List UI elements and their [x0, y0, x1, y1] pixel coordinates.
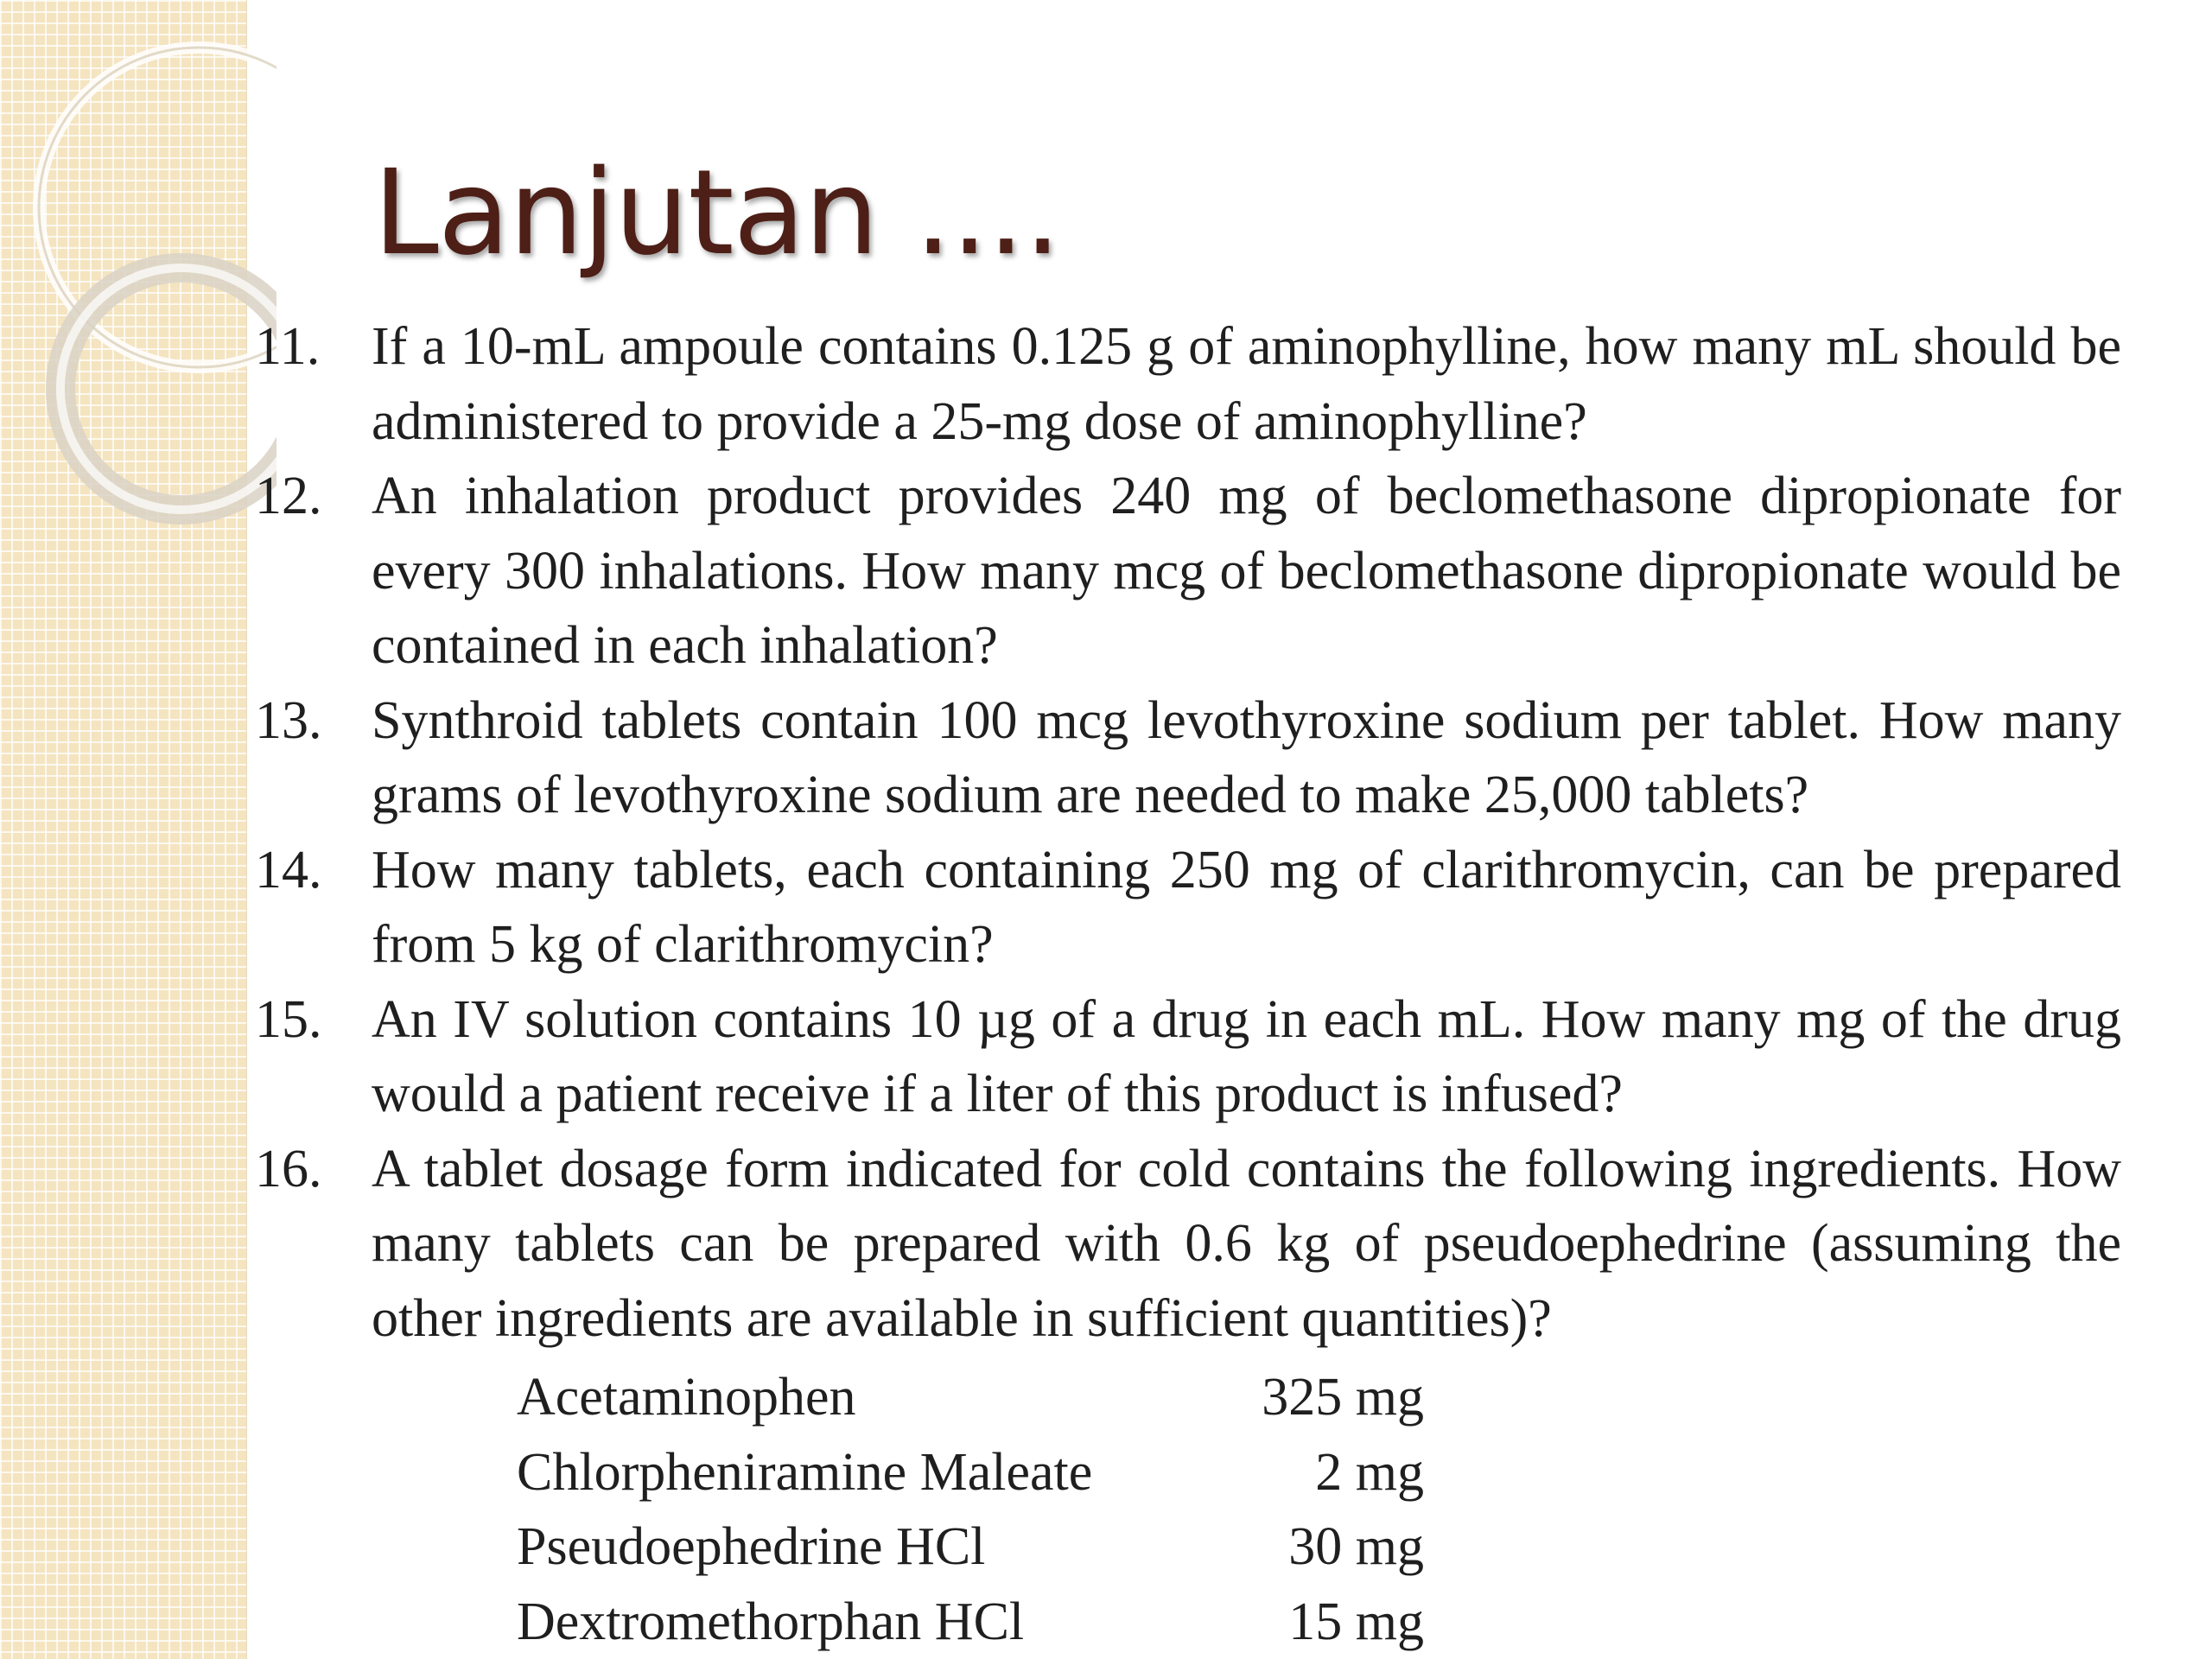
ingredient-amount: 325 mg: [1262, 1368, 1424, 1427]
ingredient-name: Dextromethorphan HCl: [517, 1592, 1025, 1651]
question-list: [255, 309, 2121, 1356]
slide-title: Lanjutan ....: [373, 145, 1061, 282]
question-text: How many tablets, each containing 250 mg of clarithromycin, can be prepared from 5 kg of clarithromycin?: [372, 840, 2121, 974]
ingredient-row: [517, 1510, 1467, 1585]
question-item: [255, 309, 2121, 459]
question-text: An IV solution contains 10 µg of a drug in each mL. How many mg of the drug would a patient receive if a liter of this product is infused?: [372, 989, 2121, 1123]
ingredient-amount: 30 mg: [1288, 1517, 1424, 1576]
question-item: [255, 683, 2121, 833]
question-number: 11.: [255, 317, 321, 376]
ingredient-row: [517, 1585, 1467, 1659]
question-item: [255, 833, 2121, 982]
ingredient-amount: 2 mg: [1315, 1442, 1424, 1502]
question-text: Synthroid tablets contain 100 mcg levothyroxine sodium per tablet. How many grams of levothyroxine sodium are needed to make 25,000 tablets?: [372, 690, 2121, 824]
question-text: If a 10-mL ampoule contains 0.125 g of aminophylline, how many mL should be administered to provide a 25-mg dose of aminophylline?: [372, 317, 2121, 451]
question-number: 15.: [255, 989, 322, 1049]
question-text: A tablet dosage form indicated for cold contains the following ingredients. How many tablets can be prepared with 0.6 kg of pseudoephedrine (assuming the other ingredients are available in sufficient quantities)?: [372, 1139, 2121, 1348]
question-number: 16.: [255, 1139, 322, 1198]
question-number: 12.: [255, 467, 322, 525]
decorative-rings: [0, 0, 276, 553]
ingredient-row: [517, 1435, 1467, 1510]
ingredient-name: Acetaminophen: [517, 1368, 856, 1427]
question-number: 14.: [255, 840, 322, 899]
question-text: An inhalation product provides 240 mg of beclomethasone dipropionate for every 300 inhalations. How many mcg of beclomethasone dipropionate would be contained in each inhalation?: [372, 467, 2121, 675]
ingredient-row: [517, 1360, 1467, 1435]
ingredient-amount: 15 mg: [1288, 1592, 1424, 1651]
question-item: [255, 1132, 2121, 1357]
question-number: 13.: [255, 690, 322, 750]
ingredient-table: [517, 1360, 1467, 1659]
ingredient-name: Chlorpheniramine Maleate: [517, 1442, 1093, 1502]
ingredient-name: Pseudoephedrine HCl: [517, 1517, 986, 1576]
question-item: [255, 459, 2121, 683]
question-item: [255, 982, 2121, 1132]
